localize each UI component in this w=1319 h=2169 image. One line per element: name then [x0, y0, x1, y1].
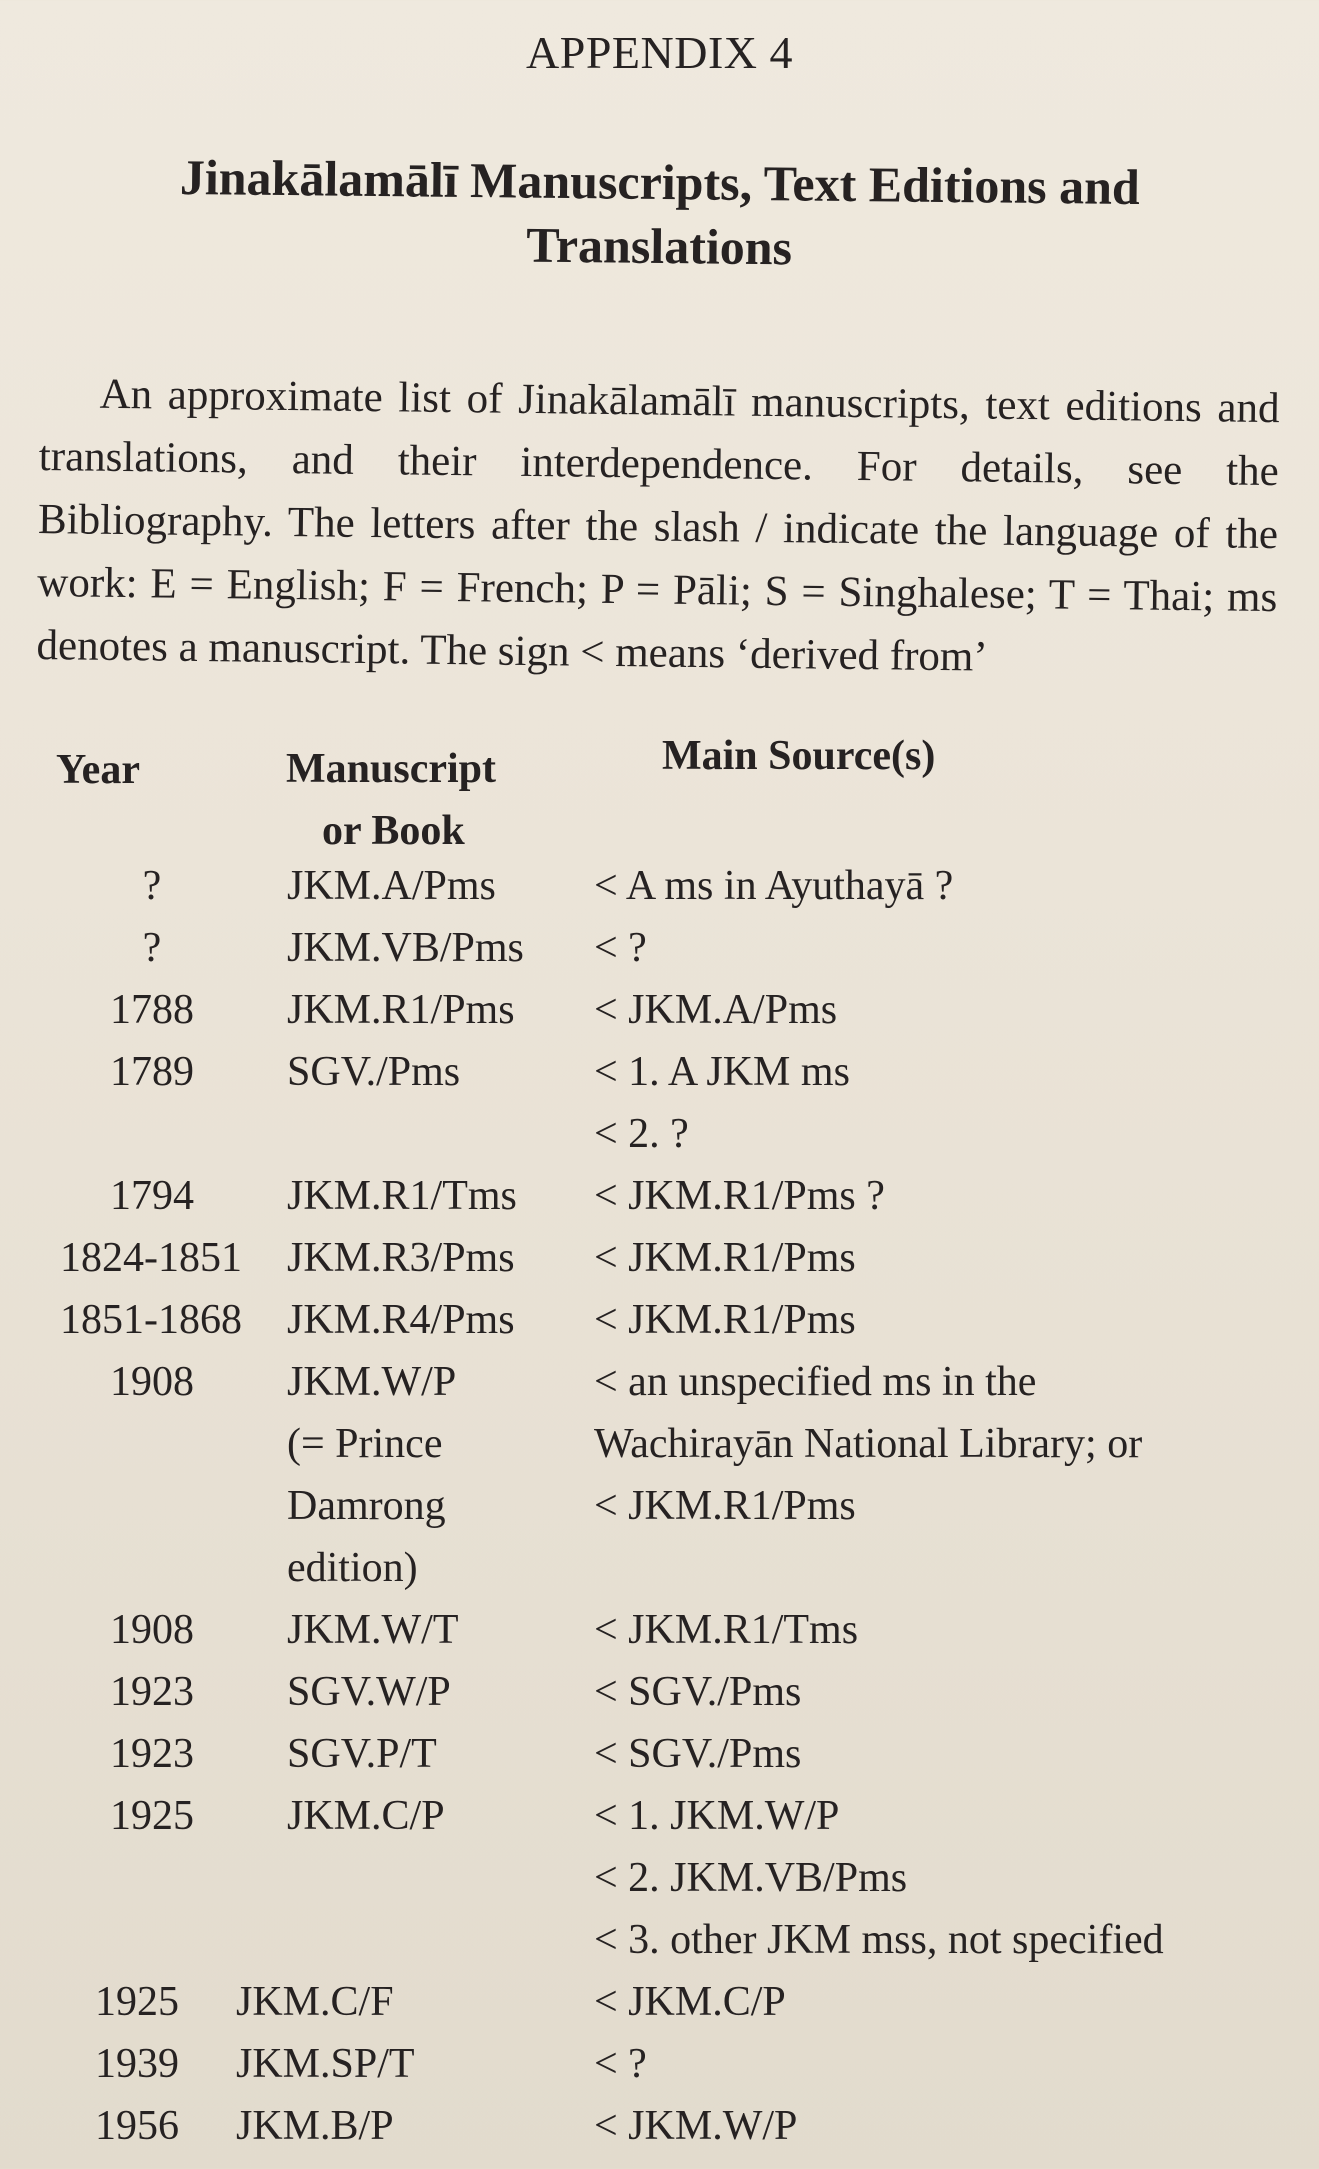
- row-source: < 1. JKM.W/P: [594, 1793, 840, 1839]
- row-source: < 1. A JKM ms: [594, 1049, 850, 1095]
- intro-paragraph: An approximate list of Jinakālamālī manuscripts, text editions and translations, and their interdependence. For details, see the Bibliography. The letters after the slash / indicate the language of the work: E = English; F = French; P = Pāli; S = Singhalese; T = Thai; ms denotes a manuscript. The sign < means ‘derived from’: [36, 370, 1280, 681]
- row-manuscript: SGV.P/T: [287, 1731, 437, 1777]
- row-year: 1789: [110, 1049, 194, 1095]
- header-year: Year: [56, 747, 140, 793]
- table-row: [0, 986, 1319, 1048]
- row-source: < an unspecified ms in the: [594, 1359, 1037, 1405]
- table-row: [0, 1730, 1319, 1792]
- table-row: [0, 1792, 1319, 1854]
- row-source: < JKM.R1/Pms: [594, 1235, 856, 1281]
- row-source: < JKM.R1/Pms: [594, 1483, 856, 1529]
- table-row: [0, 1420, 1319, 1482]
- row-manuscript: JKM.R1/Tms: [287, 1173, 517, 1219]
- row-manuscript: JKM.VB/Pms: [287, 925, 524, 971]
- header-manuscript-line-1: Manuscript: [286, 746, 496, 792]
- row-source: < JKM.W/P: [594, 2103, 798, 2149]
- title-line-1: Jinakālamālī Manuscripts, Text Editions and: [179, 148, 1141, 216]
- row-year: 1925: [110, 1793, 194, 1839]
- table-row: [0, 1544, 1319, 1606]
- appendix-heading: APPENDIX 4: [526, 27, 793, 78]
- row-year: 1788: [110, 987, 194, 1033]
- row-source: < A ms in Ayuthayā ?: [594, 863, 954, 909]
- row-year: 1939: [95, 2041, 179, 2087]
- table-row: [0, 1482, 1319, 1544]
- row-year: 1925: [95, 1979, 179, 2025]
- row-year: 1908: [110, 1359, 194, 1405]
- row-source: < ?: [594, 925, 647, 971]
- row-source: < JKM.R1/Tms: [594, 1607, 859, 1653]
- row-year: ?: [142, 925, 162, 971]
- row-year: 1923: [110, 1731, 194, 1777]
- row-manuscript: JKM.A/Pms: [287, 863, 496, 909]
- row-source: < JKM.C/P: [594, 1979, 786, 2025]
- table-row: [0, 1234, 1319, 1296]
- row-year: 1956: [95, 2103, 179, 2149]
- row-year: 1824-1851: [60, 1235, 242, 1281]
- table-row: [0, 862, 1319, 924]
- table-row: [0, 1854, 1319, 1916]
- row-manuscript: SGV.W/P: [287, 1669, 451, 1715]
- row-source: < SGV./Pms: [594, 1731, 802, 1777]
- table-row: [0, 1296, 1319, 1358]
- row-manuscript: (= Prince: [287, 1421, 443, 1467]
- manuscript-table: [0, 862, 1319, 2164]
- row-year: 1794: [110, 1173, 194, 1219]
- row-manuscript: edition): [287, 1545, 418, 1591]
- row-manuscript: JKM.R1/Pms: [287, 987, 515, 1033]
- row-source: < JKM.R1/Pms: [594, 1297, 856, 1343]
- table-row: [0, 1916, 1319, 1978]
- row-manuscript: JKM.B/P: [236, 2103, 394, 2149]
- row-manuscript: JKM.C/F: [236, 1979, 394, 2025]
- table-row: [0, 1172, 1319, 1234]
- table-row: [0, 1110, 1319, 1172]
- title-line-2: Translations: [525, 216, 793, 276]
- header-manuscript: [286, 738, 496, 862]
- row-manuscript: JKM.W/P: [287, 1359, 457, 1405]
- row-year: 1923: [110, 1669, 194, 1715]
- row-year: 1908: [110, 1607, 194, 1653]
- row-source: < 2. JKM.VB/Pms: [594, 1855, 908, 1901]
- row-source: < ?: [594, 2041, 647, 2087]
- table-row: [0, 2102, 1319, 2164]
- row-year: ?: [142, 863, 162, 909]
- row-source: < JKM.R1/Pms ?: [594, 1173, 885, 1219]
- row-manuscript: JKM.R4/Pms: [287, 1297, 515, 1343]
- row-manuscript: SGV./Pms: [287, 1049, 461, 1095]
- row-manuscript: JKM.R3/Pms: [287, 1235, 515, 1281]
- row-manuscript: JKM.SP/T: [236, 2041, 415, 2087]
- row-source: Wachirayān National Library; or: [594, 1421, 1143, 1467]
- row-manuscript: Damrong: [287, 1483, 446, 1529]
- row-source: < JKM.A/Pms: [594, 987, 838, 1033]
- table-row: [0, 1358, 1319, 1420]
- row-source: < SGV./Pms: [594, 1669, 802, 1715]
- page-title: [0, 143, 1319, 285]
- table-row: [0, 2040, 1319, 2102]
- table-row: [0, 1048, 1319, 1110]
- table-row: [0, 924, 1319, 986]
- table-row: [0, 1668, 1319, 1730]
- row-manuscript: JKM.W/T: [287, 1607, 459, 1653]
- row-source: < 2. ?: [594, 1111, 689, 1157]
- header-manuscript-line-2: or Book: [322, 808, 465, 854]
- table-row: [0, 1606, 1319, 1668]
- table-row: [0, 1978, 1319, 2040]
- row-manuscript: JKM.C/P: [287, 1793, 445, 1839]
- header-main-source: Main Source(s): [662, 733, 936, 779]
- row-source: < 3. other JKM mss, not specified: [594, 1917, 1164, 1963]
- row-year: 1851-1868: [60, 1297, 242, 1343]
